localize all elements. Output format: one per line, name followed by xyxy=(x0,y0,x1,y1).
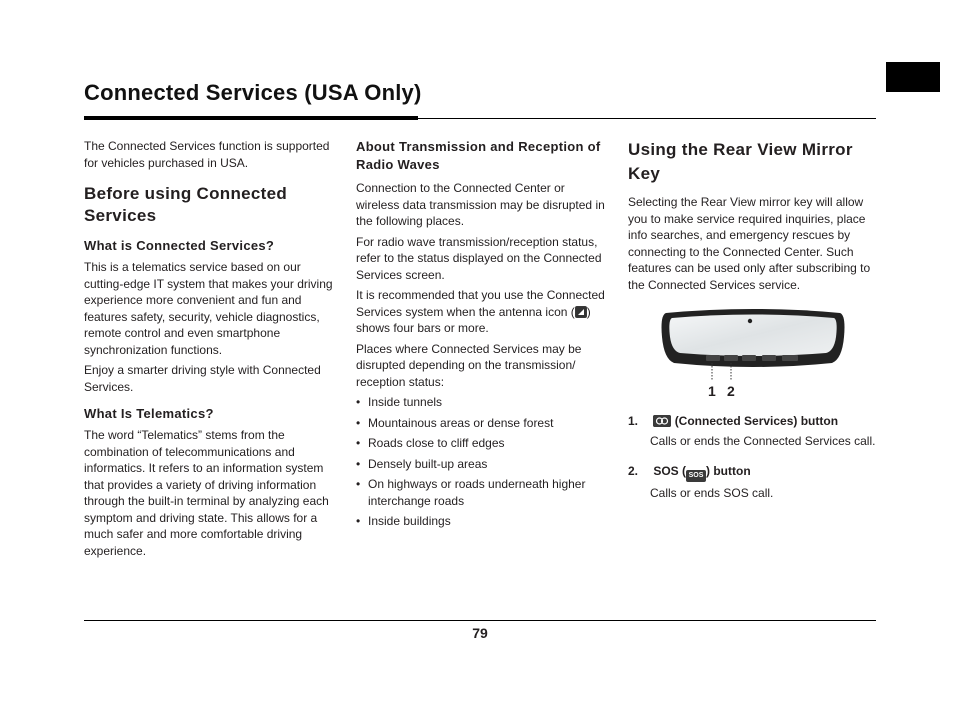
item-label-before: SOS ( xyxy=(653,464,687,478)
section-heading-before-using: Before using Connected Services xyxy=(84,184,288,225)
section-heading-mirror-key: Using the Rear View Mirror Key xyxy=(628,140,853,183)
button-list xyxy=(628,413,880,502)
subheading-radio-waves: About Transmission and Reception of Radio Waves xyxy=(356,139,601,172)
sos-button-icon: SOS xyxy=(686,470,706,482)
callout-1: 1 xyxy=(708,383,716,399)
antenna-signal-icon xyxy=(575,306,587,318)
radio-paragraph-2: For radio wave transmission/reception status, refer to the status displayed on the Connected Services screen. xyxy=(356,234,602,282)
item-label: (Connected Services) button xyxy=(674,414,839,428)
list-item: • On highways or roads underneath higher interchange roads xyxy=(356,476,608,509)
enjoy-paragraph: Enjoy a smarter driving style with Connected Services. xyxy=(84,363,321,394)
subheading-what-is: What is Connected Services? xyxy=(84,238,275,253)
connected-services-icon xyxy=(653,415,671,427)
radio-paragraph-1: Connection to the Connected Center or wireless data transmission may be disrupted in the following places. xyxy=(356,181,605,228)
rear-view-mirror-icon xyxy=(658,307,848,407)
item-number: 2. xyxy=(628,464,639,478)
telematics-paragraph: The word “Telematics” stems from the combination of telecommunications and informatics. It refers to an information system that provides a variety of driving information through the built-in terminal by analyzing each symptom and driving state. This allows for a much safer and more comfortable driving experience. xyxy=(84,428,329,558)
item-description: Calls or ends the Connected Services call. xyxy=(650,433,876,448)
what-is-paragraph: This is a telematics service based on our cutting-edge IT system that makes your driving experience more convenient and fun and features safety, security, vehicle diagnostics, remote control and even smartphone synchronization functions. xyxy=(84,260,333,357)
subheading-telematics: What Is Telematics? xyxy=(84,406,214,421)
radio-paragraph-3 xyxy=(356,287,608,337)
intro-paragraph: The Connected Services function is supported for vehicles purchased in USA. xyxy=(84,139,330,170)
page-title: Connected Services (USA Only) xyxy=(84,80,422,105)
column-right xyxy=(628,138,880,516)
antenna-text-before: It is recommended that you use the Connected Services system when the antenna icon ( xyxy=(356,288,605,319)
title-rule-accent xyxy=(84,116,418,120)
list-item: • Inside buildings xyxy=(356,513,608,530)
list-item xyxy=(628,463,880,502)
page-number: 79 xyxy=(472,625,488,641)
radio-paragraph-4: Places where Connected Services may be disrupted depending on the transmission/ reception status: xyxy=(356,341,582,389)
chapter-tab-marker xyxy=(886,62,940,92)
list-item xyxy=(628,413,880,449)
list-item: • Inside tunnels xyxy=(356,394,608,411)
column-left xyxy=(84,138,336,563)
item-number: 1. xyxy=(628,414,639,428)
disruption-list xyxy=(356,394,608,530)
antenna-text-after: ) shows four bars or more. xyxy=(356,304,591,335)
list-item: • Mountainous areas or dense forest xyxy=(356,415,608,432)
mirror-intro-paragraph: Selecting the Rear View mirror key will allow you to make service required inquiries, place info searches, and emergency rescues by connecting to the Connected Center. Such features can be used only after subscribing to the Connected Services service. xyxy=(628,195,871,292)
footer-rule xyxy=(84,620,876,621)
list-item: • Densely built-up areas xyxy=(356,456,608,473)
item-description: Calls or ends SOS call. xyxy=(650,486,774,500)
callout-2: 2 xyxy=(727,383,735,399)
column-middle xyxy=(356,138,608,534)
list-item: • Roads close to cliff edges xyxy=(356,435,608,452)
rear-view-mirror-illustration xyxy=(658,307,898,407)
item-label-after: ) button xyxy=(706,464,751,478)
